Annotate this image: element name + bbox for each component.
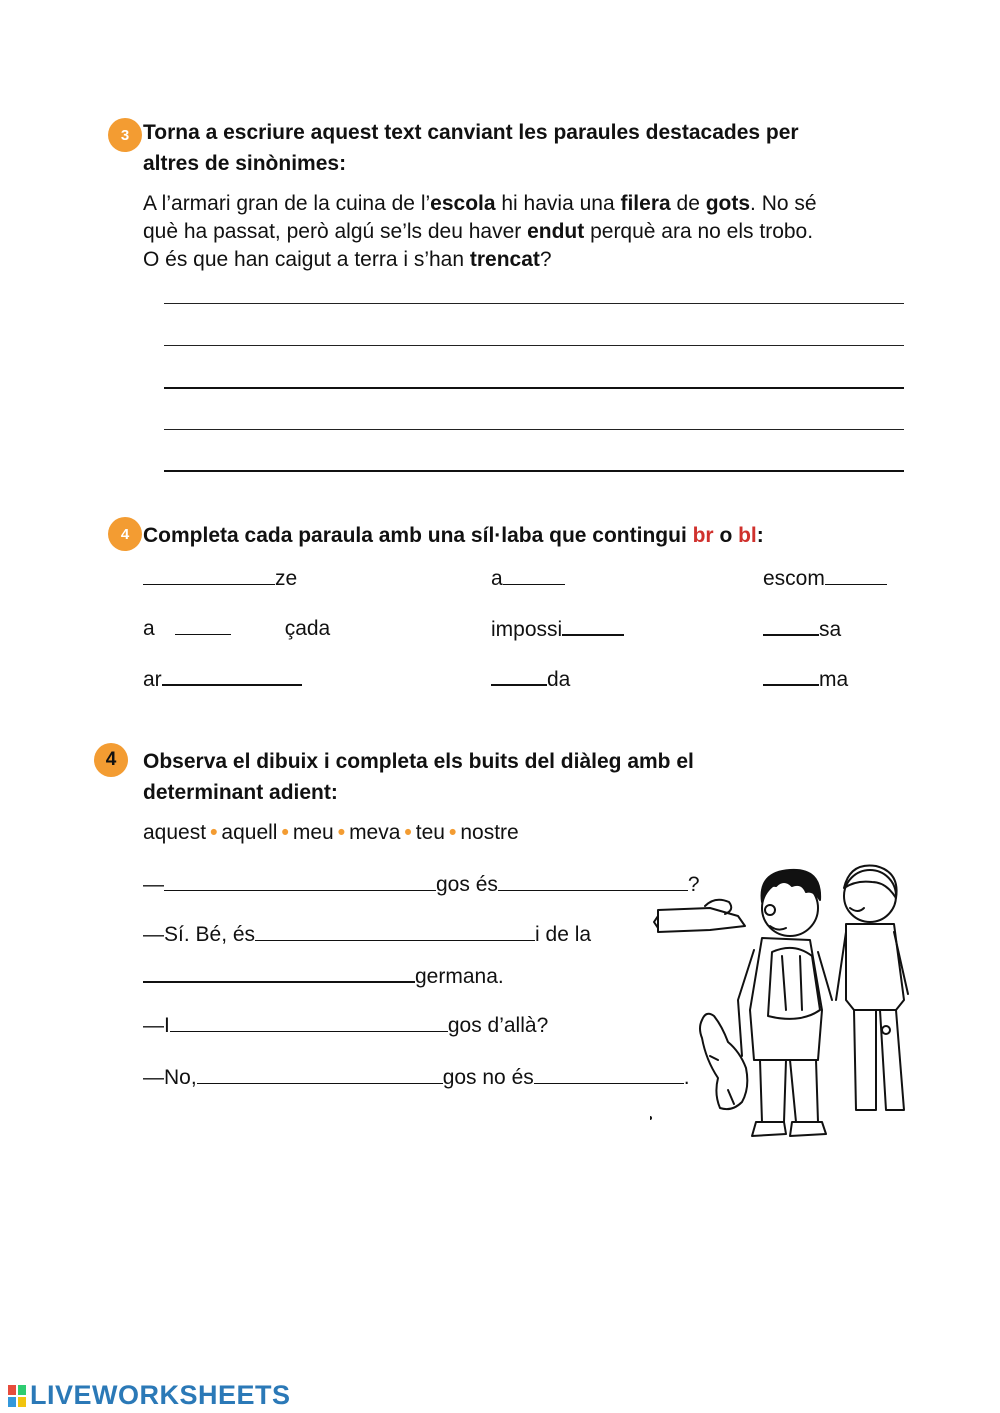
dialog-line-4: —I gos d’allà? bbox=[143, 1014, 549, 1037]
blank[interactable] bbox=[503, 566, 565, 585]
word-r1c3: escom bbox=[763, 566, 887, 592]
blank[interactable] bbox=[562, 616, 624, 636]
word-r1c2: a bbox=[491, 566, 565, 592]
dialog-line-3: germana. bbox=[143, 963, 504, 990]
option-meva: meva bbox=[349, 821, 401, 844]
exercise-4a-title: Completa cada paraula amb una síl·laba que contingui br o bl: bbox=[143, 524, 764, 547]
word-r2c1: a çada bbox=[143, 617, 331, 640]
answer-line-2[interactable] bbox=[164, 345, 904, 346]
blank[interactable] bbox=[197, 1065, 443, 1084]
exercise-3-title bbox=[143, 117, 799, 179]
blank[interactable] bbox=[491, 666, 547, 686]
exercise-3-badge: 3 bbox=[108, 118, 142, 152]
word-r3c1: ar bbox=[143, 666, 302, 693]
exercise-3-text bbox=[143, 190, 817, 274]
dialog-line-5: —No, gos no és . bbox=[143, 1066, 690, 1089]
determinant-options bbox=[143, 820, 519, 846]
boys-and-dog-illustration bbox=[650, 860, 915, 1155]
blank[interactable] bbox=[255, 922, 535, 941]
word-r2c2: impossi bbox=[491, 616, 624, 643]
answer-line-5[interactable] bbox=[164, 470, 904, 472]
answer-line-4[interactable] bbox=[164, 429, 904, 430]
exercise-4a-badge: 4 bbox=[108, 517, 142, 551]
option-aquest: aquest bbox=[143, 821, 207, 844]
exercise-4b-badge: 4 bbox=[94, 743, 128, 777]
blank[interactable] bbox=[143, 566, 275, 585]
blank[interactable] bbox=[825, 566, 887, 585]
bullet-dot: • bbox=[448, 821, 457, 844]
text-line-1: A l’armari gran de la cuina de l’escola hi havia una filera de gots. No sé bbox=[143, 192, 817, 215]
bullet-dot: • bbox=[404, 821, 412, 844]
word-r3c2: da bbox=[491, 666, 570, 693]
answer-line-1[interactable] bbox=[164, 303, 904, 304]
exercise-3-title-line1: Torna a escriure aquest text canviant les paraules destacades per bbox=[143, 121, 799, 144]
option-aquell: aquell bbox=[221, 821, 278, 844]
answer-line-3[interactable] bbox=[164, 387, 904, 389]
word-r2c3: sa bbox=[763, 616, 841, 643]
text-line-2: què ha passat, però algú se’ls deu haver endut perquè ara no els trobo. bbox=[143, 220, 814, 243]
blank[interactable] bbox=[763, 666, 819, 686]
blank[interactable] bbox=[763, 616, 819, 636]
blank[interactable] bbox=[143, 963, 415, 983]
word-r3c3: ma bbox=[763, 666, 848, 693]
bullet-dot: • bbox=[210, 821, 218, 844]
exercise-3-title-line2: altres de sinònimes: bbox=[143, 152, 347, 175]
exercise-4b-title-line1: Observa el dibuix i completa els buits del diàleg amb el bbox=[143, 750, 694, 773]
bullet-dot: • bbox=[281, 821, 289, 844]
word-r1c1: ze bbox=[143, 566, 297, 592]
blank[interactable] bbox=[162, 666, 302, 686]
blank[interactable] bbox=[175, 616, 231, 635]
text-line-3: O és que han caigut a terra i s’han trencat? bbox=[143, 248, 552, 271]
liveworksheets-logo bbox=[8, 1380, 291, 1411]
logo-blocks-icon bbox=[8, 1385, 26, 1407]
logo-text: LIVEWORKSHEETS bbox=[30, 1380, 291, 1410]
option-nostre: nostre bbox=[460, 821, 519, 844]
bullet-dot: • bbox=[337, 821, 346, 844]
exercise-4b-title bbox=[143, 746, 694, 808]
blank[interactable] bbox=[164, 872, 436, 891]
dialog-line-1: — gos és ? bbox=[143, 873, 700, 896]
blank[interactable] bbox=[170, 1013, 448, 1032]
exercise-4b-title-line2: determinant adient: bbox=[143, 781, 338, 804]
option-meu: meu bbox=[292, 821, 334, 844]
option-teu: teu bbox=[415, 821, 445, 844]
dialog-line-2: —Sí. Bé, és i de la bbox=[143, 923, 592, 946]
